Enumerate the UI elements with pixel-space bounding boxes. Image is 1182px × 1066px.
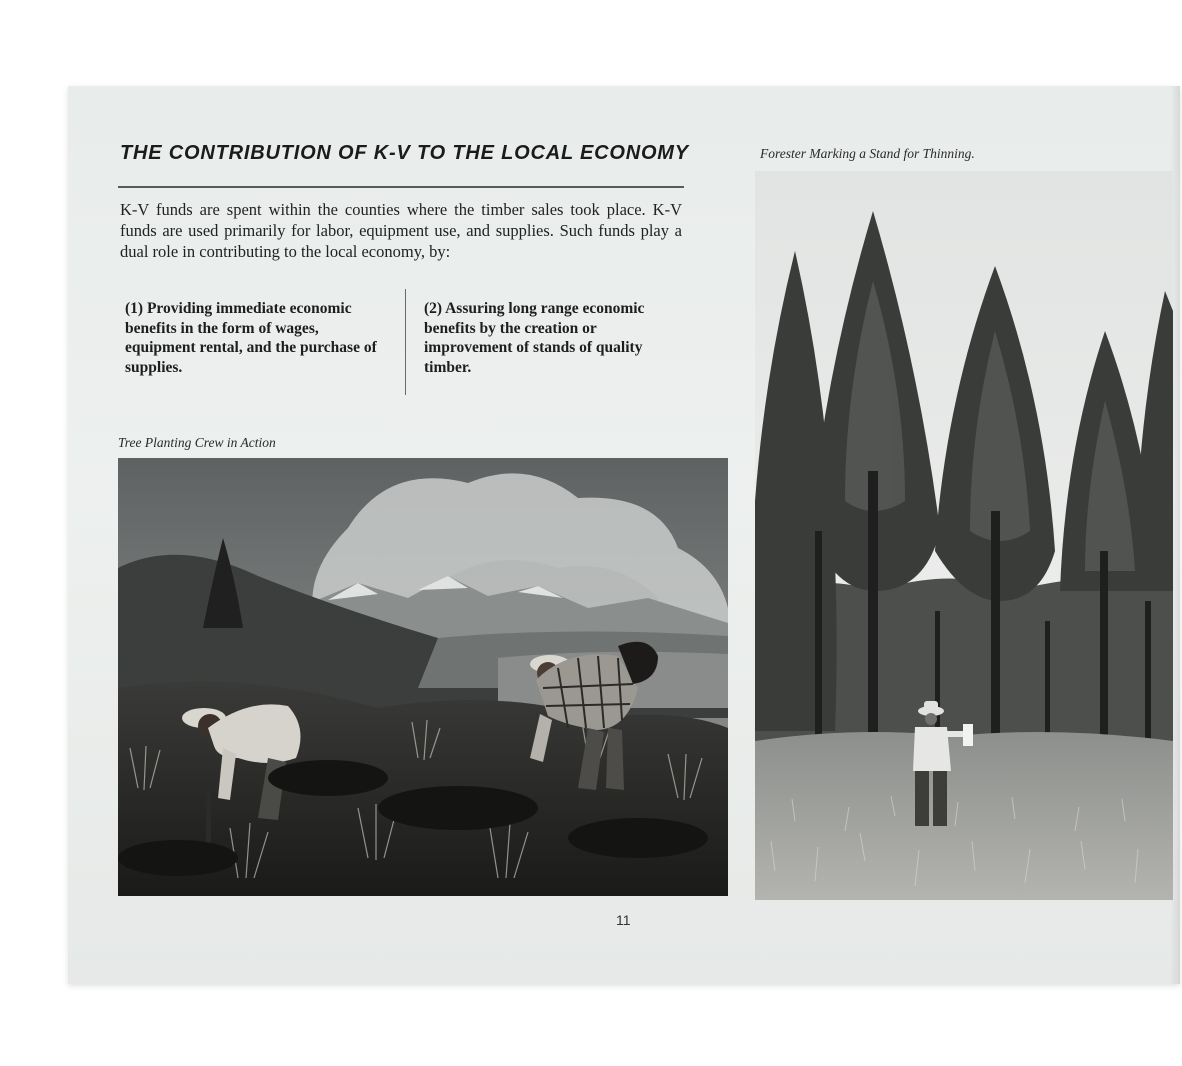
intro-paragraph: K-V funds are spent within the counties where the timber sales took place. K-V funds are used primarily for labor, equipment use, and supplies. Such funds play a dual role in contributing to the local economy, by:	[120, 200, 682, 261]
heading-rule	[118, 186, 684, 188]
page-heading: THE CONTRIBUTION OF K-V TO THE LOCAL ECONOMY	[120, 142, 689, 164]
forester-photo	[755, 171, 1173, 900]
point-immediate-benefits: (1) Providing immediate economic benefits in the form of wages, equipment rental, and the purchase of supplies.	[125, 300, 377, 376]
forester-caption: Forester Marking a Stand for Thinning.	[760, 146, 975, 161]
point-long-range-benefits: (2) Assuring long range economic benefits by the creation or improvement of stands of quality timber.	[424, 300, 645, 376]
column-divider	[405, 289, 406, 395]
tree-planting-caption: Tree Planting Crew in Action	[118, 435, 276, 450]
brochure-page	[68, 86, 1180, 984]
page-number: 11	[616, 912, 631, 928]
tree-planting-photo	[118, 458, 728, 896]
